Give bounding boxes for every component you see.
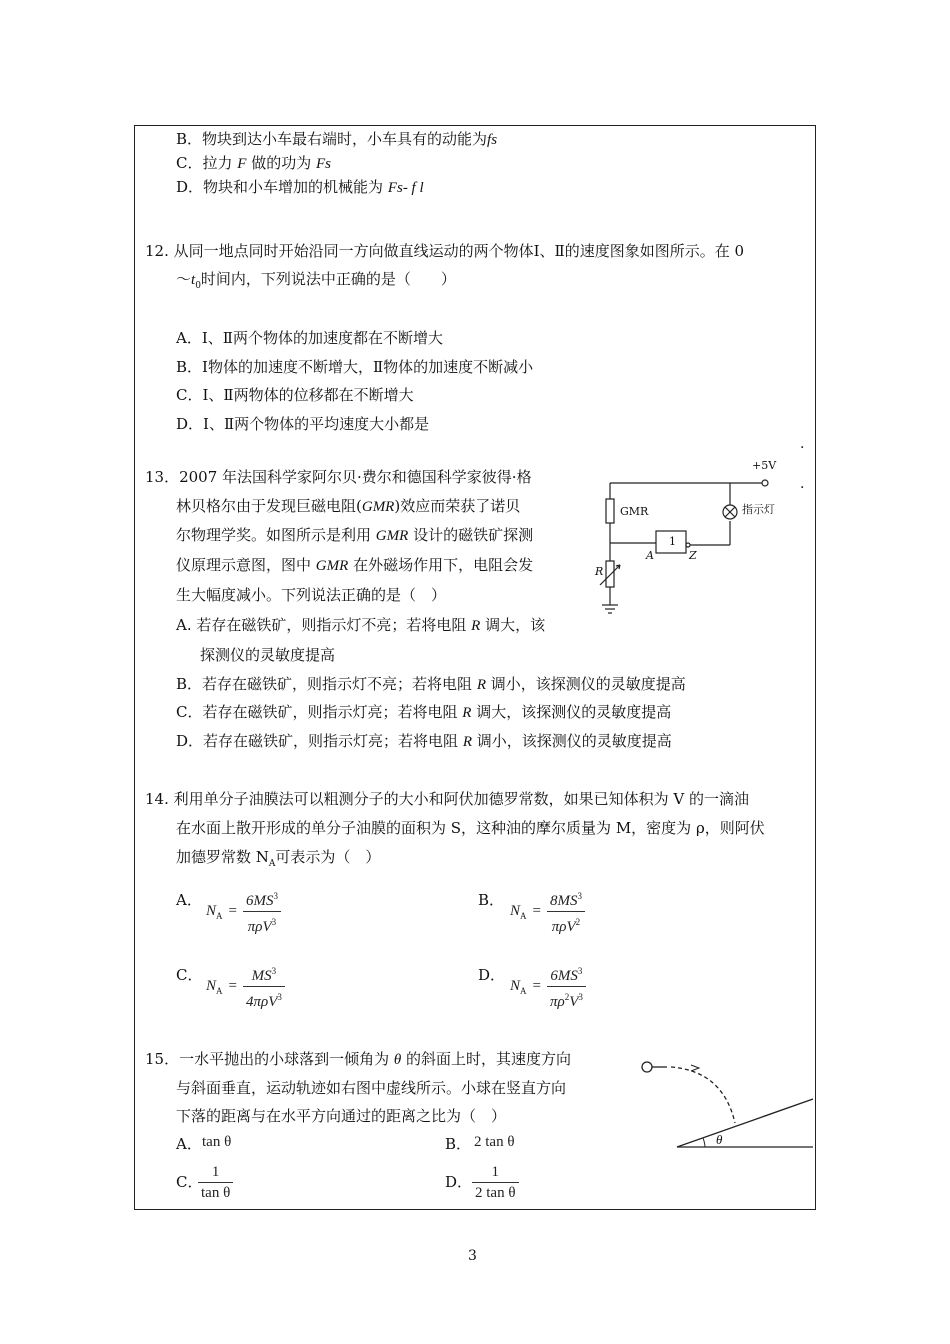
q13-stem-line5: 生大幅度减小。下列说法正确的是（ ） xyxy=(176,586,447,604)
q15-stem-line1: 15．一水平抛出的小球落到一倾角为 θ 的斜面上时，其速度方向 xyxy=(145,1050,572,1068)
q15-option-c-formula: $\frac{1}{\text{tan θ}}$ xyxy=(198,1162,233,1203)
q15-option-b-formula: 2 tan θ xyxy=(474,1134,515,1150)
q12-stem-line2: $\sim t_0$时间内，下列说法中正确的是（ ） xyxy=(176,270,456,291)
q14-option-c-label: C． xyxy=(176,966,203,984)
q14-stem-line3: 加德罗常数 $N_A$可表示为（ ） xyxy=(176,848,381,869)
q15-option-c-label: C． xyxy=(176,1173,203,1191)
q12-option-a: A．Ⅰ、Ⅱ两个物体的加速度都在不断增大 xyxy=(176,329,443,347)
q15-option-b-label: B． xyxy=(445,1135,472,1153)
q13-option-a: A. 若存在磁铁矿，则指示灯不亮；若将电阻 R 调大，该 xyxy=(176,616,546,634)
q14-option-d-formula: $N_A$ = $\frac{6MS^3}{\pi\rho^2V^3}$ xyxy=(510,961,586,1012)
gmr-label: GMR xyxy=(620,505,649,518)
q13-option-c: C．若存在磁铁矿，则指示灯亮；若将电阻 R 调大，该探测仪的灵敏度提高 xyxy=(176,703,672,721)
q13-option-b: B．若存在磁铁矿，则指示灯不亮；若将电阻 R 调小，该探测仪的灵敏度提高 xyxy=(176,675,686,693)
q14-stem-line2: 在水面上散开形成的单分子油膜的面积为 S，这种油的摩尔质量为 M，密度为 ρ，则阿伏 xyxy=(176,819,765,837)
q14-option-c-formula: $N_A$ = $\frac{MS^3}{4\pi\rho V^3}$ xyxy=(206,961,285,1012)
q14-option-d-label: D． xyxy=(478,966,506,984)
gmr-circuit-diagram xyxy=(590,455,810,620)
vcc-label: +5V xyxy=(752,459,777,472)
q15-option-a-formula: tan θ xyxy=(202,1134,232,1150)
q15-option-d-label: D． xyxy=(445,1173,473,1191)
page-number: 3 xyxy=(468,1248,477,1264)
q12-option-c: C．Ⅰ、Ⅱ两物体的位移都在不断增大 xyxy=(176,386,414,404)
gate-input-label: A xyxy=(646,549,654,562)
q12-stem-line1: 12. 从同一地点同时开始沿同一方向做直线运动的两个物体Ⅰ、Ⅱ的速度图象如图所示。在 0 xyxy=(145,242,745,260)
q13-stem-line2: 林贝格尔由于发现巨磁电阻(GMR)效应而荣获了诺贝 xyxy=(176,497,521,515)
incline-angle-label: θ xyxy=(716,1132,723,1147)
q13-stem-line4: 仪原理示意图，图中 GMR 在外磁场作用下，电阻会发 xyxy=(176,556,534,574)
gate-label: 1 xyxy=(669,535,676,548)
q11-option-d: D．物块和小车增加的机械能为 Fs- f l xyxy=(176,178,424,196)
q12-option-b: B．Ⅰ物体的加速度不断增大，Ⅱ物体的加速度不断减小 xyxy=(176,358,534,376)
q14-option-a-label: A． xyxy=(176,891,202,909)
side-dot: . xyxy=(800,476,805,492)
q13-stem-line3: 尔物理学奖。如图所示是利用 GMR 设计的磁铁矿探测 xyxy=(176,526,534,544)
q13-stem-line1: 13．2007 年法国科学家阿尔贝·费尔和德国科学家彼得·格 xyxy=(145,468,532,486)
gate-output-label: Z xyxy=(689,549,697,562)
resistor-r-label: R xyxy=(595,565,604,578)
q13-option-d: D．若存在磁铁矿，则指示灯亮；若将电阻 R 调小，该探测仪的灵敏度提高 xyxy=(176,732,672,750)
q15-option-d-formula: $\frac{1}{\text{2 tan θ}}$ xyxy=(472,1162,519,1203)
q14-option-b-formula: $N_A$ = $\frac{8MS^3}{\pi\rho V^2}$ xyxy=(510,886,585,937)
q14-option-a-formula: $N_A$ = $\frac{6MS^3}{\pi\rho V^3}$ xyxy=(206,886,281,937)
q12-option-d: D．Ⅰ、Ⅱ两个物体的平均速度大小都是 xyxy=(176,415,430,433)
q15-option-a-label: A． xyxy=(176,1135,202,1153)
q11-option-c: C．拉力 F 做的功为 Fs xyxy=(176,154,332,172)
q14-stem-line1: 14. 利用单分子油膜法可以粗测分子的大小和阿伏加德罗常数，如果已知体积为 V 的一滴油 xyxy=(145,790,749,808)
side-dot: . xyxy=(800,436,805,452)
q15-stem-line2: 与斜面垂直，运动轨迹如右图中虚线所示。小球在竖直方向 xyxy=(176,1079,567,1097)
q13-option-a-cont: 探测仪的灵敏度提高 xyxy=(200,646,336,664)
q11-option-b: B．物块到达小车最右端时，小车具有的动能为fs xyxy=(176,130,498,148)
lamp-label: 指示灯 xyxy=(742,503,775,516)
q15-stem-line3: 下落的距离与在水平方向通过的距离之比为（ ） xyxy=(176,1107,507,1125)
projectile-incline-diagram xyxy=(635,1055,815,1155)
q14-option-b-label: B． xyxy=(478,891,505,909)
